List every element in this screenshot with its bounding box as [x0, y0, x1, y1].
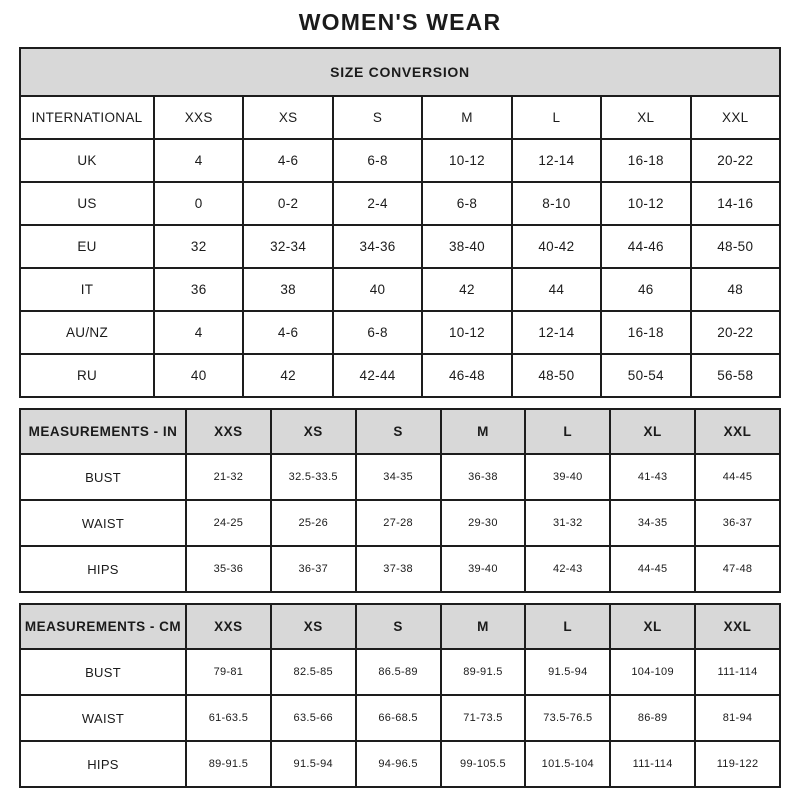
value-cell: 46 [601, 268, 690, 311]
table-banner: SIZE CONVERSION [20, 48, 780, 96]
table-row [20, 225, 780, 268]
value-cell: 89-91.5 [441, 649, 526, 695]
value-cell: 79-81 [186, 649, 271, 695]
size-header-cell: L [512, 96, 601, 139]
table-row [20, 311, 780, 354]
value-cell: 6-8 [422, 182, 511, 225]
value-cell: 86-89 [610, 695, 695, 741]
value-cell: 6-8 [333, 139, 422, 182]
value-cell: 4 [154, 139, 243, 182]
value-cell: 4-6 [243, 139, 332, 182]
value-cell: 0 [154, 182, 243, 225]
value-cell: 16-18 [601, 139, 690, 182]
value-cell: 25-26 [271, 500, 356, 546]
value-cell: 42 [243, 354, 332, 397]
row-label-cell: AU/NZ [20, 311, 154, 354]
size-conversion-table [19, 47, 781, 398]
value-cell: 82.5-85 [271, 649, 356, 695]
table-row [20, 649, 780, 695]
size-header-cell: XXS [186, 604, 271, 649]
row-label-cell: BUST [20, 649, 186, 695]
measurements-cm-table [19, 603, 781, 788]
column-header-row [20, 409, 780, 454]
value-cell: 50-54 [601, 354, 690, 397]
table-title-cell: MEASUREMENTS - IN [20, 409, 186, 454]
value-cell: 44 [512, 268, 601, 311]
size-header-cell: XS [271, 409, 356, 454]
size-header-cell: XXS [186, 409, 271, 454]
value-cell: 24-25 [186, 500, 271, 546]
value-cell: 71-73.5 [441, 695, 526, 741]
value-cell: 46-48 [422, 354, 511, 397]
value-cell: 73.5-76.5 [525, 695, 610, 741]
value-cell: 10-12 [422, 311, 511, 354]
column-header-row [20, 604, 780, 649]
value-cell: 20-22 [691, 139, 780, 182]
value-cell: 4 [154, 311, 243, 354]
value-cell: 42 [422, 268, 511, 311]
value-cell: 34-35 [356, 454, 441, 500]
value-cell: 111-114 [610, 741, 695, 787]
value-cell: 27-28 [356, 500, 441, 546]
value-cell: 36 [154, 268, 243, 311]
value-cell: 32.5-33.5 [271, 454, 356, 500]
value-cell: 36-37 [695, 500, 780, 546]
value-cell: 40 [333, 268, 422, 311]
size-header-cell: XL [610, 604, 695, 649]
row-label-cell: HIPS [20, 546, 186, 592]
table-row [20, 139, 780, 182]
value-cell: 12-14 [512, 139, 601, 182]
value-cell: 10-12 [601, 182, 690, 225]
size-header-cell: S [333, 96, 422, 139]
value-cell: 44-45 [610, 546, 695, 592]
value-cell: 89-91.5 [186, 741, 271, 787]
value-cell: 12-14 [512, 311, 601, 354]
value-cell: 66-68.5 [356, 695, 441, 741]
value-cell: 111-114 [695, 649, 780, 695]
size-header-cell: XXL [691, 96, 780, 139]
size-header-cell: XS [271, 604, 356, 649]
value-cell: 6-8 [333, 311, 422, 354]
column-header-row [20, 96, 780, 139]
value-cell: 48-50 [512, 354, 601, 397]
value-cell: 2-4 [333, 182, 422, 225]
row-label-cell: HIPS [20, 741, 186, 787]
size-header-cell: XXL [695, 409, 780, 454]
value-cell: 0-2 [243, 182, 332, 225]
row-label-cell: WAIST [20, 695, 186, 741]
value-cell: 61-63.5 [186, 695, 271, 741]
value-cell: 42-43 [525, 546, 610, 592]
table-row [20, 354, 780, 397]
value-cell: 10-12 [422, 139, 511, 182]
value-cell: 44-46 [601, 225, 690, 268]
value-cell: 36-37 [271, 546, 356, 592]
value-cell: 42-44 [333, 354, 422, 397]
row-label-cell: EU [20, 225, 154, 268]
value-cell: 16-18 [601, 311, 690, 354]
size-header-cell: S [356, 604, 441, 649]
value-cell: 94-96.5 [356, 741, 441, 787]
value-cell: 40 [154, 354, 243, 397]
value-cell: 48 [691, 268, 780, 311]
table-row [20, 741, 780, 787]
measurements-in-body [20, 409, 780, 592]
value-cell: 35-36 [186, 546, 271, 592]
value-cell: 91.5-94 [525, 649, 610, 695]
value-cell: 20-22 [691, 311, 780, 354]
size-header-cell: XXS [154, 96, 243, 139]
value-cell: 56-58 [691, 354, 780, 397]
size-conversion-body [20, 96, 780, 397]
value-cell: 34-36 [333, 225, 422, 268]
value-cell: 39-40 [525, 454, 610, 500]
size-header-cell: XXL [695, 604, 780, 649]
size-header-cell: M [441, 409, 526, 454]
value-cell: 39-40 [441, 546, 526, 592]
value-cell: 48-50 [691, 225, 780, 268]
value-cell: 29-30 [441, 500, 526, 546]
table-row [20, 454, 780, 500]
value-cell: 14-16 [691, 182, 780, 225]
value-cell: 91.5-94 [271, 741, 356, 787]
table-banner-row [20, 48, 780, 96]
measurements-in-table [19, 408, 781, 593]
value-cell: 44-45 [695, 454, 780, 500]
value-cell: 32 [154, 225, 243, 268]
value-cell: 37-38 [356, 546, 441, 592]
value-cell: 8-10 [512, 182, 601, 225]
value-cell: 101.5-104 [525, 741, 610, 787]
table-row [20, 695, 780, 741]
row-label-cell: US [20, 182, 154, 225]
value-cell: 41-43 [610, 454, 695, 500]
size-header-cell: XL [610, 409, 695, 454]
size-header-cell: S [356, 409, 441, 454]
table-row [20, 500, 780, 546]
value-cell: 81-94 [695, 695, 780, 741]
table-row [20, 182, 780, 225]
value-cell: 104-109 [610, 649, 695, 695]
value-cell: 38-40 [422, 225, 511, 268]
row-label-cell: IT [20, 268, 154, 311]
size-header-cell: M [441, 604, 526, 649]
value-cell: 119-122 [695, 741, 780, 787]
value-cell: 38 [243, 268, 332, 311]
value-cell: 32-34 [243, 225, 332, 268]
table-title-cell: INTERNATIONAL [20, 96, 154, 139]
value-cell: 34-35 [610, 500, 695, 546]
table-row [20, 546, 780, 592]
value-cell: 21-32 [186, 454, 271, 500]
table-row [20, 268, 780, 311]
row-label-cell: RU [20, 354, 154, 397]
row-label-cell: UK [20, 139, 154, 182]
row-label-cell: BUST [20, 454, 186, 500]
size-chart-page [0, 9, 800, 788]
table-title-cell: MEASUREMENTS - CM [20, 604, 186, 649]
value-cell: 47-48 [695, 546, 780, 592]
row-label-cell: WAIST [20, 500, 186, 546]
value-cell: 40-42 [512, 225, 601, 268]
size-header-cell: L [525, 604, 610, 649]
value-cell: 36-38 [441, 454, 526, 500]
size-header-cell: M [422, 96, 511, 139]
size-header-cell: XS [243, 96, 332, 139]
page-title: WOMEN'S WEAR [298, 9, 502, 35]
value-cell: 63.5-66 [271, 695, 356, 741]
value-cell: 86.5-89 [356, 649, 441, 695]
size-header-cell: XL [601, 96, 690, 139]
measurements-cm-body [20, 604, 780, 787]
value-cell: 99-105.5 [441, 741, 526, 787]
size-header-cell: L [525, 409, 610, 454]
value-cell: 4-6 [243, 311, 332, 354]
value-cell: 31-32 [525, 500, 610, 546]
